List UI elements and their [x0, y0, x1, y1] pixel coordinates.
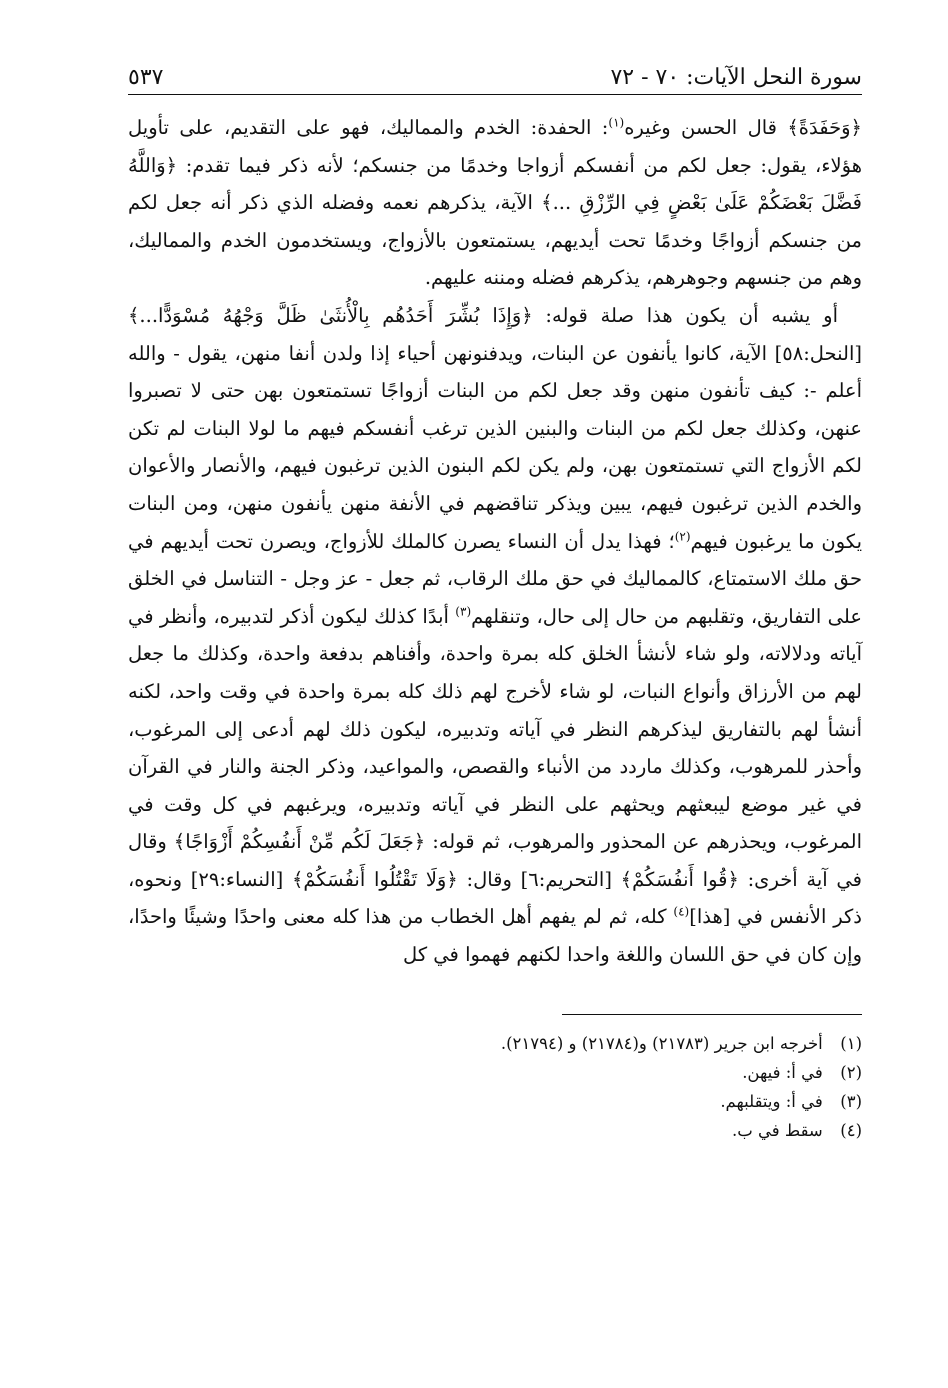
footnotes — [128, 1029, 862, 1145]
footnote-text: أخرجه ابن جرير (٢١٧٨٣) و(٢١٧٨٤) و (٢١٧٩٤). — [500, 1033, 823, 1053]
paragraph — [128, 109, 862, 297]
footnote-number: (٢) — [840, 1062, 862, 1082]
footnote — [128, 1116, 862, 1145]
paragraph-text: كله، ثم لم يفهم أهل الخطاب من هذا كله معنى واحدًا وشيئًا واحدًا، وإن كان في حق اللسان واللغة واحدا لكنهم فهموا في كل — [128, 905, 862, 967]
header-rule — [128, 94, 862, 95]
paragraph-text: أو يشبه أن يكون هذا صلة قوله: ﴿وَإِذَا بُشِّرَ أَحَدُهُم بِالْأُنثَىٰ ظَلَّ وَجْهُهُ مُسْوَدًّا...﴾ [النحل:٥٨] الآية، كانوا يأنفون عن البنات، ويدفنونهن أحياء إذا ولدن أنفا منهن، يقول - والله أعلم -: كيف تأنفون منهن وقد جعل لكم من البنات أزواجًا تستمتعون بهن حتى لا تصبروا عنهن، وكذلك جعل لكم من البنات والبنين الذين ترغب أنفسكم فيهم ما لولا البنات لم تكن لكم الأزواج التي تستمتعون بهن، ولم يكن لكم البنون الذين ترغبون فيهم، والأنصار والأعوان والخدم الذين ترغبون فيهم، يبين ويذكر تناقضهم في الأنفة منهن يأنفون منهن، ومن البنات يكون ما يرغبون فيهم — [128, 303, 862, 553]
footnote-reference: (٤) — [673, 904, 690, 919]
surah-title: سورة النحل الآيات: ٧٠ - ٧٢ — [610, 65, 862, 90]
paragraph-text: : الحفدة: الخدم والمماليك، فهو على التقديم، على تأويل هؤلاء، يقول: جعل لكم من أنفسكم أزواجا وخدمًا من جنسكم؛ لأنه ذكر فيما تقدم: ﴿وَاللَّهُ فَضَّلَ بَعْضَكُمْ عَلَىٰ بَعْضٍ فِي الرِّزْقِ ...﴾ الآية، يذكرهم نعمه وفضله الذي ذكر أنه جعل لكم من جنسكم أزواجًا وخدمًا تحت أيديهم، يستمتعون بالأزواج، ويستخدمون الخدم والمماليك، وهم من جنسهم وجوهرهم، يذكرهم فضله ومننه عليهم. — [128, 116, 862, 290]
paragraph-text: أبدًا كذلك ليكون أذكر لتدبيره، وأنظر في آياته ودلالاته، ولو شاء لأنشأ الخلق كله بمرة واحدة، وأفناهم بدفعة واحدة، وكذلك ما جعل لهم من الأرزاق وأنواع النبات، لو شاء لأخرج لهم ذلك كله بمرة واحدة في وقت واحد، لكنه أنشأ لهم بالتفاريق ليذكرهم النظر في آياته وتدبيره، ليكون ذلك لهم أدعى إلى المرغوب، وأحذر للمرهوب، وكذلك ماردد من الأنباء والقصص، والمواعيد، وذكر الجنة والنار في القرآن في غير موضع ليبعثهم ويحثهم على النظر في آياته وتدبيره، ويرغبهم في كل وقت في المرغوب، ويحذرهم عن المحذور والمرهوب، ثم قوله: ﴿جَعَلَ لَكُم مِّنْ أَنفُسِكُمْ أَزْوَاجًا﴾ وقال في آية أخرى: ﴿قُوا أَنفُسَكُمْ﴾ [التحريم:٦] وقال: ﴿وَلَا تَقْتُلُوا أَنفُسَكُمْ﴾ [النساء:٢٩] ونحوه، ذكر الأنفس في [هذا] — [128, 604, 863, 929]
footnote — [128, 1087, 862, 1116]
paragraph — [128, 297, 862, 974]
footnote-number: (٤) — [840, 1120, 862, 1140]
footnote-rule — [562, 1014, 862, 1015]
paragraph-text: ﴿وَحَفَدَةً﴾ قال الحسن وغيره — [624, 116, 862, 139]
footnote-text: في أ: ويتقلبهم. — [720, 1091, 823, 1111]
page-number: ٥٣٧ — [128, 65, 164, 90]
paragraph-text: ؛ فهذا يدل أن النساء يصرن كالملك للأزواج، ويصرن تحت أيديهم في حق ملك الاستمتاع، كالمماليك في حق ملك الرقاب، ثم جعل - عز وجل - التناسل في الخلق على التفاريق، وتقلبهم من حال إلى حال، وتنقلهم — [128, 529, 862, 628]
footnote-reference: (٣) — [455, 604, 472, 619]
footnote-number: (٣) — [840, 1091, 862, 1111]
footnote-text: سقط في ب. — [732, 1120, 823, 1140]
footnote-reference: (٢) — [674, 529, 691, 544]
footnote — [128, 1029, 862, 1058]
body-text — [128, 109, 862, 974]
footnote-reference: (١) — [608, 115, 625, 130]
book-page — [128, 56, 862, 1346]
footnote-number: (١) — [840, 1033, 862, 1053]
footnote-text: في أ: فيهن. — [742, 1062, 823, 1082]
running-header — [128, 56, 862, 90]
footnote — [128, 1058, 862, 1087]
